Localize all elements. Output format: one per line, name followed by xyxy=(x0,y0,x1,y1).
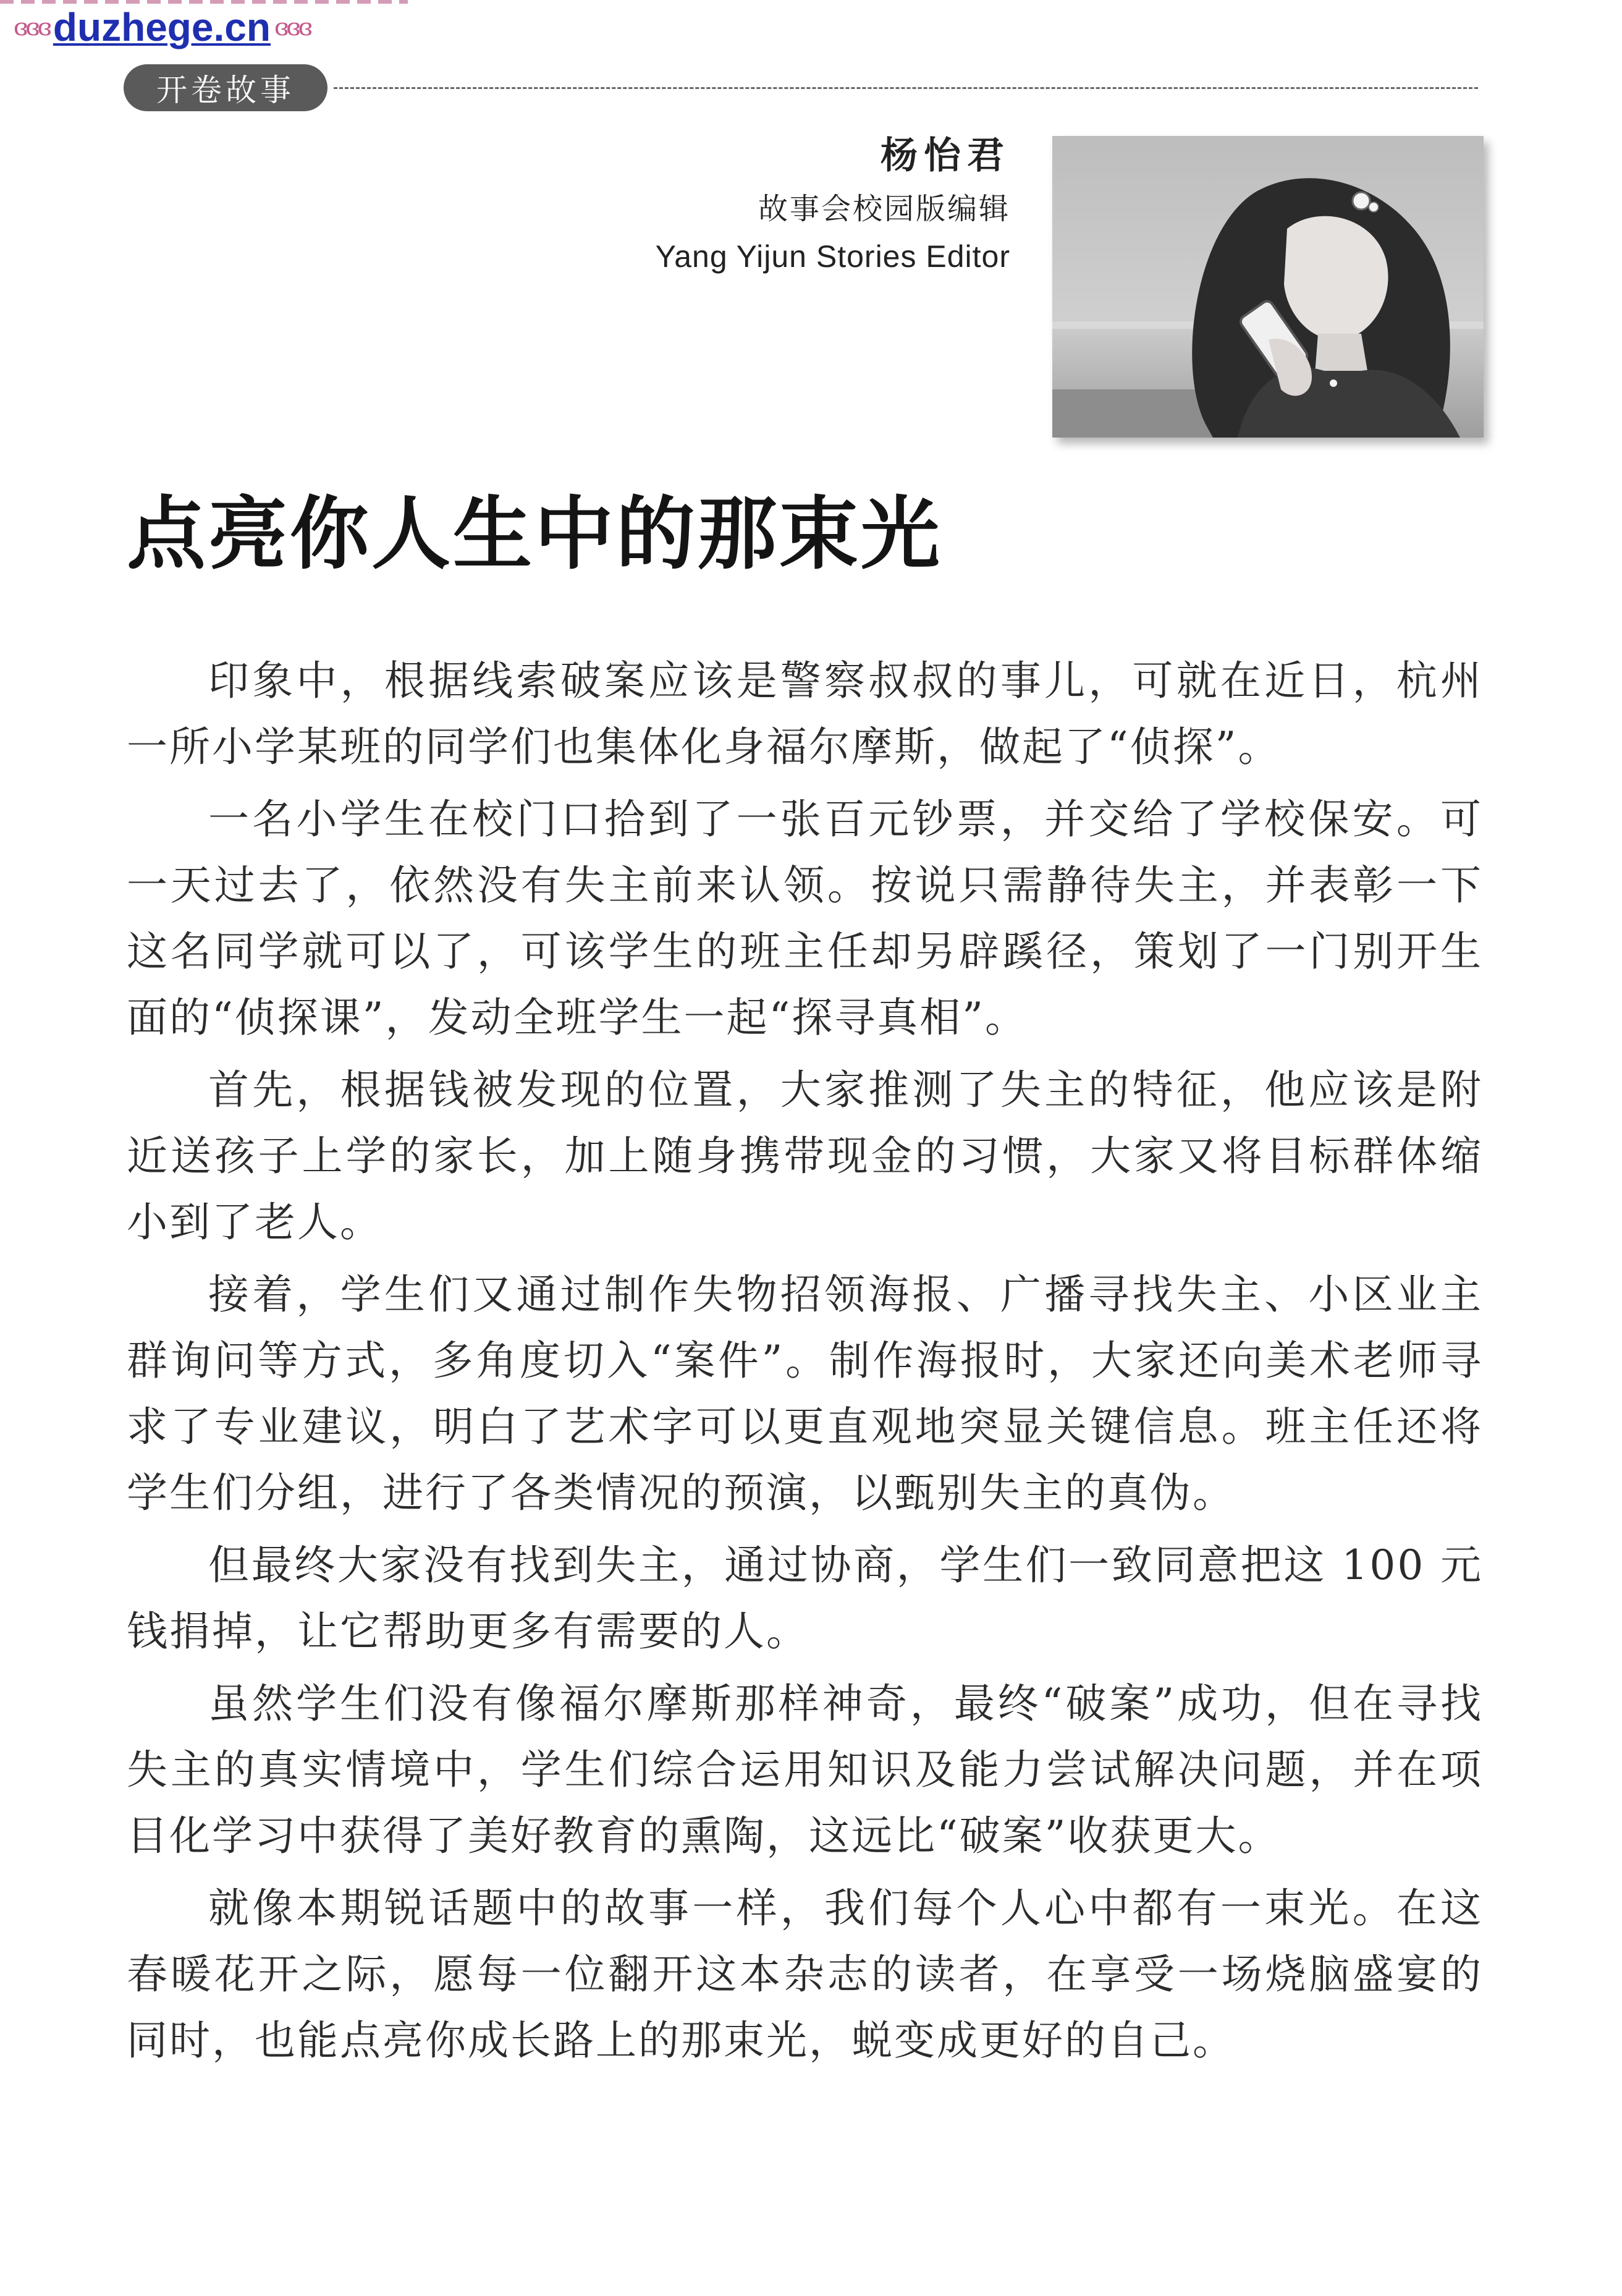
section-divider xyxy=(334,87,1478,89)
article-title: 点亮你人生中的那束光 xyxy=(127,488,943,580)
paragraph: 印象中，根据线索破案应该是警察叔叔的事儿，可就在近日，杭州一所小学某班的同学们也集体化身福尔摩斯，做起了“侦探”。 xyxy=(127,657,1483,771)
left-swirl-ornament: ɞɞɞ xyxy=(14,14,49,41)
paragraph: 但最终大家没有找到失主，通过协商，学生们一致同意把这 100 元钱捐掉，让它帮助更多有需要的人。 xyxy=(127,1541,1483,1655)
paragraph: 就像本期锐话题中的故事一样，我们每个人心中都有一束光。在这春暖花开之际，愿每一位翻开这本杂志的读者，在享受一场烧脑盛宴的同时，也能点亮你成长路上的那束光，蜕变成更好的自己。 xyxy=(127,1884,1483,2064)
right-swirl-ornament: ɞɞɞ xyxy=(274,14,310,41)
author-name: 杨怡君 xyxy=(881,134,1010,177)
author-photo xyxy=(1052,136,1484,438)
paragraph: 虽然学生们没有像福尔摩斯那样神奇，最终“破案”成功，但在寻找失主的真实情境中，学生们综合运用知识及能力尝试解决问题，并在项目化学习中获得了美好教育的熏陶，这远比“破案”收获更大。 xyxy=(127,1680,1483,1860)
site-name[interactable]: duzhege.cn xyxy=(53,5,271,49)
section-tag-label: 开卷故事 xyxy=(156,72,295,108)
site-watermark-logo[interactable] xyxy=(14,2,310,52)
article-body xyxy=(127,648,1483,2080)
section-header xyxy=(124,64,1478,111)
author-role-cn: 故事会校园版编辑 xyxy=(758,192,1010,226)
author-role-en: Yang Yijun Stories Editor xyxy=(655,239,1010,274)
paragraph: 接着，学生们又通过制作失物招领海报、广播寻找失主、小区业主群询问等方式，多角度切入“案件”。制作海报时，大家还向美术老师寻求了专业建议，明白了艺术字可以更直观地突显关键信息。班主任还将学生们分组，进行了各类情况的预演，以甄别失主的真伪。 xyxy=(127,1271,1483,1517)
author-info xyxy=(656,131,1010,278)
section-tag xyxy=(124,64,327,111)
paragraph: 首先，根据钱被发现的位置，大家推测了失主的特征，他应该是附近送孩子上学的家长，加上随身携带现金的习惯，大家又将目标群体缩小到了老人。 xyxy=(127,1066,1483,1246)
paragraph: 一名小学生在校门口拾到了一张百元钞票，并交给了学校保安。可一天过去了，依然没有失主前来认领。按说只需静待失主，并表彰一下这名同学就可以了，可该学生的班主任却另辟蹊径，策划了一门别开生面的“侦探课”，发动全班学生一起“探寻真相”。 xyxy=(127,795,1483,1041)
